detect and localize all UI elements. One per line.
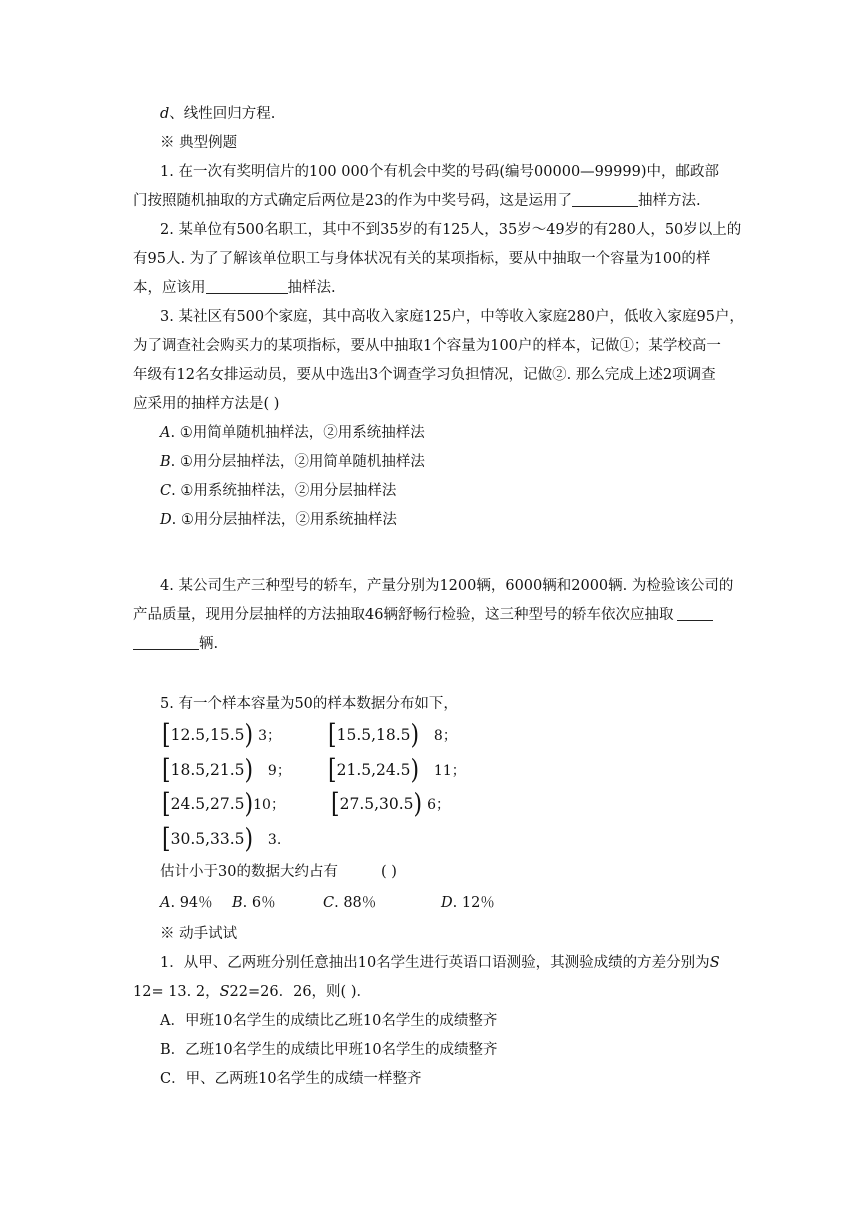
q1-line2-text: 门按照随机抽取的方式确定后两位是23的作为中奖号码，这是运用了 [133,193,572,209]
q5-option-b-text: . 6％ [242,895,276,911]
q5-interval-6: [27.5,30.5) 6； [331,788,450,820]
p1-line1 [160,953,720,973]
q5-option-d-text: . 12％ [452,895,495,911]
q5-option-c-text: . 88％ [334,895,377,911]
interval-count: 11； [433,763,466,779]
interval-count: 10； [253,797,285,813]
interval-count: 6； [427,797,450,813]
q3-option-b-text: . ①用分层抽样法，②用简单随机抽样法 [170,454,425,470]
q5-interval-5: [24.5,27.5)10； [162,788,285,820]
q3-option-a [160,423,425,443]
q5-option-a-letter: A [160,895,171,911]
p1-option-b-letter: B [160,1042,171,1058]
q2-line3-text: 本，应该用 [133,280,206,296]
q5-option-c [323,893,376,913]
q2-line3 [133,278,336,298]
p1-option-b [160,1040,498,1060]
q5-option-d-letter: D [441,895,453,911]
interval-count: 8； [433,728,457,744]
p1-option-c-letter: C [160,1071,172,1087]
q4-answer-blank-1 [677,606,713,621]
p1-s-label-1: S [709,955,720,971]
interval-count: 3. [267,832,282,848]
p1-line2-second: 22=26．26，则( )． [229,984,371,1000]
q2-line1: 2. 某单位有500名职工，其中不到35岁的有125人，35岁～49岁的有280人，50岁以上的 [160,222,742,238]
p1-line2 [133,982,371,1002]
q2-line2: 有95人. 为了了解该单位职工与身体状况有关的某项指标，要从中抽取一个容量为100的样 [133,251,711,267]
q3-option-c-letter: C [160,483,172,499]
interval-range: 27.5,30.5 [339,795,414,813]
practice-heading: ※ 动手试试 [160,926,238,942]
q4-line3-text: 辆. [199,636,219,652]
q2-line3-end: 抽样法. [287,280,336,296]
p1-line2-first: 12= 13. 2， [133,984,220,1000]
section-intro [160,104,275,124]
q3-line2: 为了调查社会购买力的某项指标，要从中抽取1个容量为100户的样本，记做①；某学校高一 [133,338,721,354]
p1-option-b-text: ．乙班10名学生的成绩比甲班10名学生的成绩整齐 [170,1042,498,1058]
q1-line2 [133,191,701,211]
interval-range: 24.5,27.5 [170,795,245,813]
interval-range: 21.5,24.5 [336,761,411,779]
p1-option-a-text: ．甲班10名学生的成绩比乙班10名学生的成绩整齐 [170,1013,498,1029]
q5-option-b-letter: B [232,895,243,911]
intro-text: 、线性回归方程. [169,106,276,122]
interval-count: 3； [258,728,281,744]
examples-heading: ※ 典型例题 [160,135,238,151]
q5-question: 估计小于30的数据大约占有 [160,864,338,880]
intro-label: d [160,106,170,122]
p1-option-a-letter: A [160,1013,171,1029]
q2-answer-blank [206,279,288,294]
q3-line1: 3. 某社区有500个家庭，其中高收入家庭125户，中等收入家庭280户，低收入家庭95户， [160,309,744,325]
q5-intro: 5. 有一个样本容量为50的样本数据分布如下， [160,696,458,712]
q5-option-d [441,893,495,913]
q4-line1: 4. 某公司生产三种型号的轿车，产量分别为1200辆，6000辆和2000辆. 为检验该公司的 [160,578,734,594]
q5-option-a-text: . 94％ [170,895,213,911]
interval-count: 9； [267,763,291,779]
q1-line2-end: 抽样方法. [637,193,701,209]
q3-option-a-text: . ①用简单随机抽样法，②用系统抽样法 [170,425,425,441]
q3-option-d-text: . ①用分层抽样法，②用系统抽样法 [171,512,397,528]
interval-range: 12.5,15.5 [170,726,245,744]
q3-option-c-text: . ①用系统抽样法，②用分层抽样法 [171,483,397,499]
interval-range: 30.5,33.5 [170,830,245,848]
q1-answer-blank [572,192,638,207]
q5-option-b [232,893,276,913]
q5-option-c-letter: C [323,895,335,911]
q5-interval-4: [21.5,24.5) 11； [328,754,466,786]
q5-interval-1: [12.5,15.5) 3； [162,719,281,751]
q3-option-a-letter: A [160,425,171,441]
q3-option-d [160,510,397,530]
p1-line1-text: 1．从甲、乙两班分别任意抽出10名学生进行英语口语测验，其测验成绩的方差分别为 [160,955,710,971]
q5-interval-3: [18.5,21.5) 9； [162,754,291,786]
interval-range: 15.5,18.5 [336,726,411,744]
q5-answer-paren: ( ) [381,864,397,880]
q4-line3 [133,634,218,654]
q4-line2-text: 产品质量，现用分层抽样的方法抽取46辆舒畅行检验，这三种型号的轿车依次应抽取 [133,607,674,623]
q4-line2 [133,605,713,625]
q5-interval-7: [30.5,33.5) 3. [162,823,282,855]
q3-option-b [160,452,425,472]
q3-option-b-letter: B [160,454,171,470]
q3-option-d-letter: D [160,512,172,528]
p1-s-label-2: S [219,984,230,1000]
q1-line1: 1. 在一次有奖明信片的100 000个有机会中奖的号码(编号00000—99999)中，邮政部 [160,164,719,180]
p1-option-a [160,1011,497,1031]
q4-answer-blank-2 [133,635,199,650]
p1-option-c-text: ．甲、乙两班10名学生的成绩一样整齐 [171,1071,422,1087]
p1-option-c [160,1069,422,1089]
q3-line4: 应采用的抽样方法是( ) [133,396,280,412]
interval-range: 18.5,21.5 [170,761,245,779]
q3-option-c [160,481,396,501]
q3-line3: 年级有12名女排运动员，要从中选出3个调查学习负担情况，记做②. 那么完成上述2项调查 [133,367,716,383]
q5-interval-2: [15.5,18.5) 8； [328,719,457,751]
q5-option-a [160,893,213,913]
